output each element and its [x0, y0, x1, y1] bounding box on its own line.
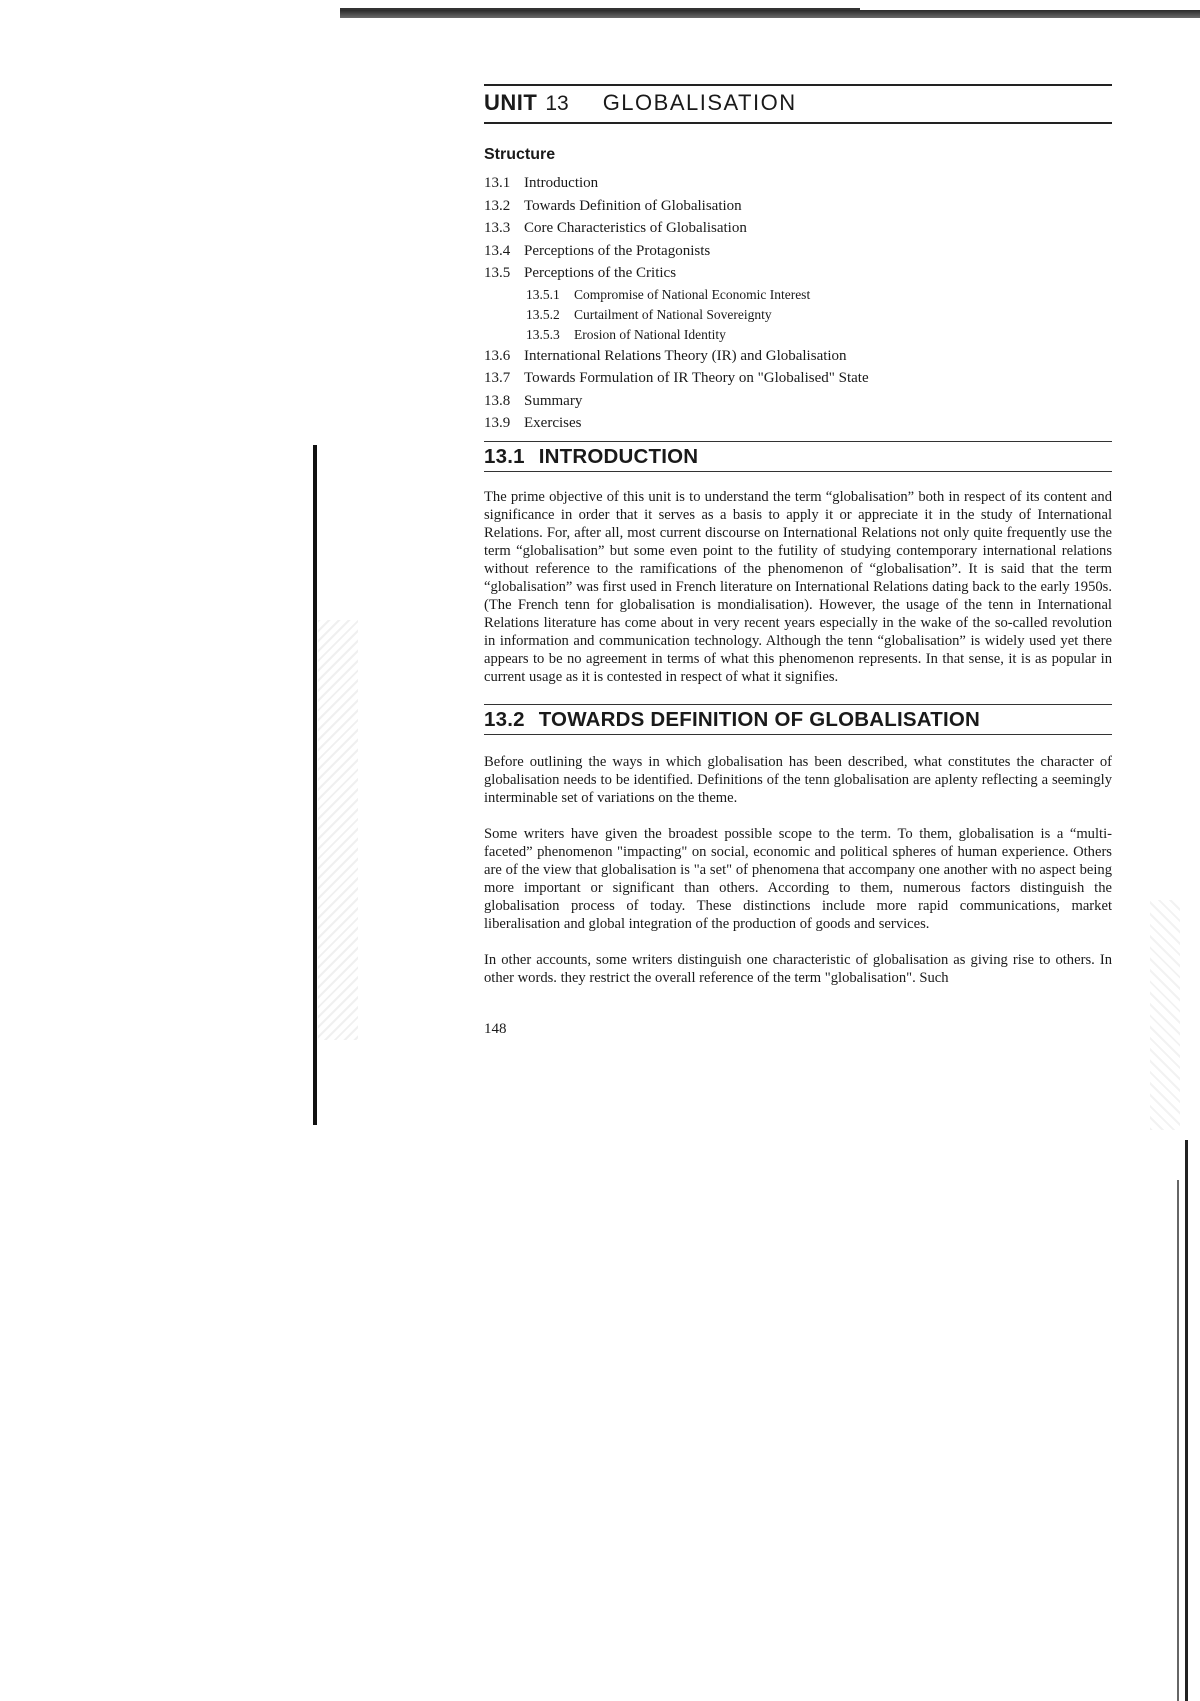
toc-item — [484, 412, 1112, 435]
toc-item-number: 13.5 — [484, 265, 511, 281]
toc-subitem-number: 13.5.3 — [526, 326, 560, 342]
toc-subitem-label: Curtailment of National Sovereignty — [574, 306, 772, 322]
scan-right-margin-noise — [1150, 900, 1180, 1130]
unit-header — [484, 86, 1112, 122]
toc-item-number: 13.3 — [484, 220, 511, 236]
structure-title: Structure — [484, 146, 556, 163]
toc-item — [484, 172, 1112, 195]
toc-item — [484, 262, 1112, 285]
toc-item-number: 13.2 — [484, 197, 511, 214]
scan-right-margin-line-2 — [1177, 1180, 1179, 1701]
unit-label: UNIT — [484, 90, 538, 115]
toc-item-label: Exercises — [524, 415, 582, 431]
toc-subitem-label: Compromise of National Economic Interest — [574, 286, 811, 302]
toc-item — [484, 345, 1112, 368]
toc-subitem — [484, 285, 1112, 305]
scan-left-margin-line — [313, 445, 317, 1125]
toc-item-label: International Relations Theory (IR) and Globalisation — [524, 347, 847, 364]
structure-list — [484, 172, 1112, 285]
structure-list-continued — [484, 345, 1112, 435]
unit-number: 13 — [545, 92, 569, 115]
scan-top-edge — [340, 10, 1200, 18]
section-1-number: 13.1 — [484, 444, 525, 468]
page-number: 148 — [484, 1020, 507, 1037]
toc-item — [484, 367, 1112, 390]
toc-subitem-label: Erosion of National Identity — [574, 326, 726, 342]
toc-item-label: Summary — [524, 392, 583, 409]
section-2-heading — [484, 705, 1112, 734]
toc-subitem-number: 13.5.1 — [526, 286, 560, 302]
section-2-number: 13.2 — [484, 707, 525, 731]
toc-item-label: Towards Definition of Globalisation — [524, 197, 742, 214]
section-1-heading — [484, 442, 1112, 471]
toc-item-label: Perceptions of the Critics — [524, 265, 677, 281]
toc-item-label: Perceptions of the Protagonists — [524, 242, 711, 259]
toc-subitem-number: 13.5.2 — [526, 306, 560, 322]
toc-item — [484, 240, 1112, 263]
toc-item — [484, 390, 1112, 413]
toc-item-label: Introduction — [524, 175, 599, 191]
scan-left-margin-noise — [318, 620, 358, 1040]
section-2-paragraph: Some writers have given the broadest possible scope to the term. To them, globalisation is a “multi-faceted” phenomenon "impacting" on social, economic and political spheres of human experience. Others are of the view that globalisation is "a set" of phenomena that accompany one another with no aspect being more important or significant than others. According to them, numerous factors distinguish the globalisation process of today. These distinctions include more rapid communications, market liberalisation and global integration of the production of goods and services. — [484, 825, 1112, 932]
toc-item — [484, 195, 1112, 218]
toc-item-number: 13.6 — [484, 347, 511, 364]
toc-item-number: 13.1 — [484, 175, 511, 191]
toc-item-number: 13.8 — [484, 392, 511, 409]
toc-subitem — [484, 325, 1112, 345]
section-1-paragraph: The prime objective of this unit is to understand the term “globalisation” both in respect of its content and significance in order that it serves as a basis to apply it or appreciate it in the study of International Relations. For, after all, most current discourse on International Relations not only quite frequently use the term “globalisation” but some even point to the futility of studying contemporary international relations without reference to the ramifications of the phenomenon of “globalisation”. It is said that the term “globalisation” was first used in French literature on International Relations dating back to the early 1950s. (The French tenn for globalisation is mondialisation). However, the usage of the tenn in International Relations literature has come about in very recent years especially in the wake of the so-called revolution in information and communication technology. Although the tenn “globalisation” is widely used yet there appears to be no agreement in terms of what this phenomenon represents. In that sense, it is as popular in current usage as it is contested in respect of what it signifies. — [484, 488, 1112, 685]
toc-item-number: 13.4 — [484, 242, 511, 259]
section-2-paragraph: In other accounts, some writers distinguish one characteristic of globalisation as giving rise to others. In other words. they restrict the overall reference of the term "globalisation". Such — [484, 951, 1112, 986]
toc-item-number: 13.9 — [484, 415, 511, 431]
toc-item-number: 13.7 — [484, 370, 511, 386]
document-page — [484, 84, 1112, 1038]
unit-title: GLOBALISATION — [602, 90, 797, 115]
toc-item-label: Towards Formulation of IR Theory on "Globalised" State — [524, 370, 869, 386]
section-2-paragraph: Before outlining the ways in which globalisation has been described, what constitutes the character of globalisation needs to be identified. Definitions of the tenn globalisation are aplenty reflecting a seemingly interminable set of variations on the theme. — [484, 753, 1112, 806]
unit-bottom-rule — [484, 122, 1112, 124]
toc-item — [484, 217, 1112, 240]
section-1-title: INTRODUCTION — [538, 444, 699, 468]
section-2-title: TOWARDS DEFINITION OF GLOBALISATION — [538, 707, 980, 731]
structure-sublist — [484, 285, 1112, 345]
scan-right-margin-line — [1185, 1140, 1188, 1701]
toc-item-label: Core Characteristics of Globalisation — [524, 220, 747, 236]
toc-subitem — [484, 305, 1112, 325]
